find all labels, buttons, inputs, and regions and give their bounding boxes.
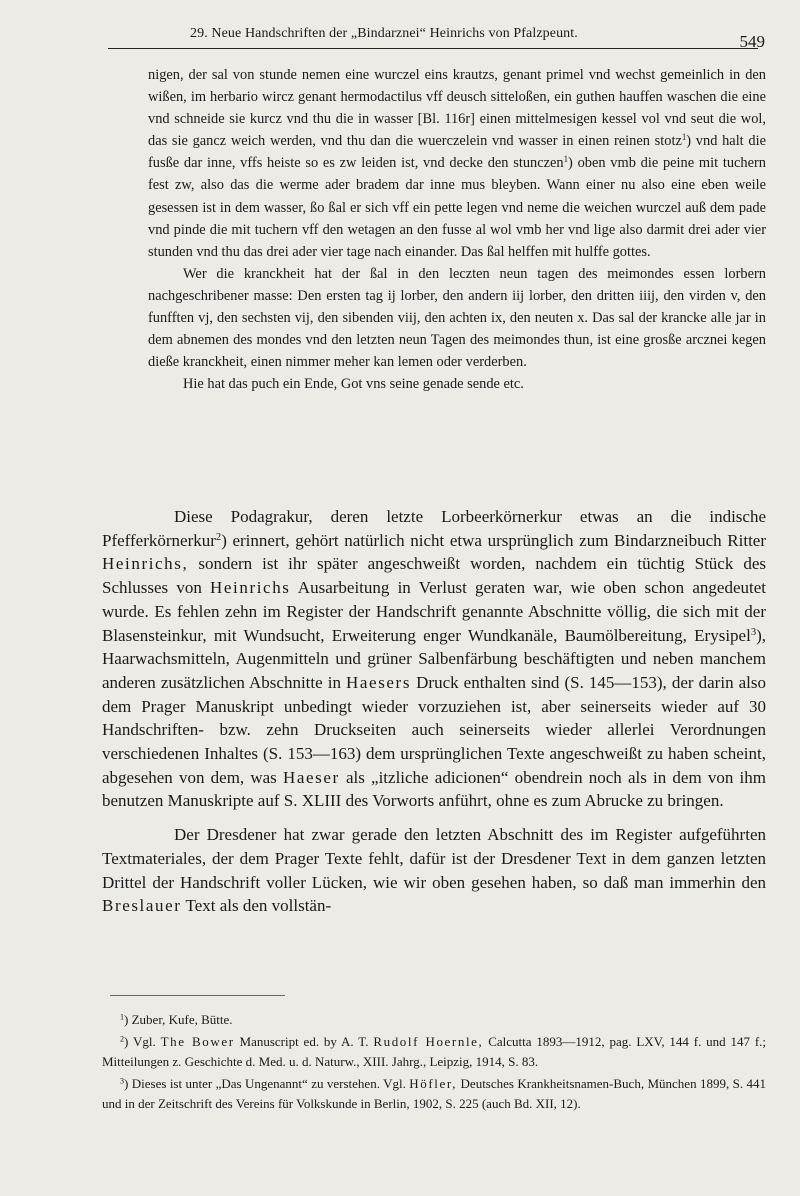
quote-paragraph <box>148 64 766 263</box>
footnote-number: 2 <box>120 1034 125 1044</box>
footnote-ref: 1 <box>563 154 569 165</box>
body-paragraph <box>102 823 766 918</box>
running-title: 29. Neue Handschriften der „Bindarznei“ Heinrichs von Pfalzpeunt. <box>190 26 578 41</box>
footnote-2 <box>102 1032 766 1073</box>
body-text-run: sondern ist ihr später angeschweißt worden, nachdem ein tüchtig Stück des Schlusses von <box>102 554 766 598</box>
quote-paragraph: Wer die kranckheit hat der ßal in den leczten neun tagen des meimondes essen lorbern nachgeschribener masse: Den ersten tag ij lorber, den andern iij lorber, den dritten iiij, den virden v, den funfften vj, den sechsten vij, den sibenden viij, den achten ix, den neuten x. Das sal der krancke alle jar in dem abnemen des mondes vnd den letzten neun Tagen des meimondes thun, ist eine grosße arcznei kegen dieße kranckheit, einen nimmer meher kan lemen oder verderben. <box>148 265 766 371</box>
footnote-3 <box>102 1074 766 1115</box>
footnote-ref: 1 <box>681 132 687 143</box>
footnote-text: Deutsches Krankheitsnamen-Buch, München 1899, S. 441 und in der Zeitschrift des Vereins für Volkskunde in Berlin, 1902, S. 225 (auch Bd. XII, 12). <box>102 1075 767 1111</box>
header-rule <box>108 48 758 49</box>
running-head <box>110 22 765 51</box>
person-name: Heinrichs, <box>102 554 189 574</box>
body-text-run: Der Dresdener hat zwar gerade den letzten Abschnitt des im Register aufgeführten Textmateriales, der dem Prager Texte fehlt, dafür ist der Dresdener Text in dem ganzen letzten Drittel der Handschrift voller Lücken, wie wir oben gesehen haben, so daß man immerhin den <box>102 825 766 892</box>
footnote-ref: 3 <box>750 626 757 638</box>
footnote-rule <box>110 995 285 996</box>
quote-paragraph: Hie hat das puch ein Ende, Got vns seine genade sende etc. <box>183 376 524 393</box>
person-name: Haeser <box>282 767 340 787</box>
cited-title: The Bower <box>160 1033 235 1049</box>
footnote-ref: 2 <box>215 531 222 543</box>
footnote-text: ) Dieses ist unter „Das Ungenannt“ zu verstehen. Vgl. <box>124 1075 406 1091</box>
body-paragraph <box>102 505 766 813</box>
body-text-run: ), Haarwachsmitteln, Augenmitteln und grüner Salbenfärbung beschäftigten und neben manchem anderen zusätzlichen Abschnitte in <box>102 625 766 692</box>
place-name: Breslauer <box>102 896 182 916</box>
footnote-number: 1 <box>120 1012 125 1022</box>
person-name: Heinrichs <box>210 578 291 598</box>
body-text-run: Druck enthalten sind (S. 145—153), der darin also dem Prager Manuskript unbedingt wieder vorzuziehen ist, aber seinerseits wieder auf 30 Handschriften- bzw. zehn Druckseiten auch seinerseits wieder allerlei Verordnungen verschiedenen Inhaltes (S. 153—163) dem ursprünglichen Texte angeschweißt zu haben scheint, abgesehen von dem, was <box>102 672 767 787</box>
cited-author: Rudolf Hoernle, <box>373 1033 484 1049</box>
quote-text: ) oben vmb die peine mit tuchern fest zw, also das die werme ader bradem dar inne mus bleyben. Wann einer nu also eine eben weile gesessen ist in dem wasser, ßo ßal er sich vff ein pette legen vnd neme die weichen wurczel auß dem pade vnd pinde die mit tuchern vff den wetagen an den fusse al wol vmb her vnd lige also darmit drei ader vier stunden vnd thu das drei ader vier tage nach einander. Das ßal helffen mit hulffe gottes. <box>148 155 766 260</box>
body-text-run: ) erinnert, gehört natürlich nicht etwa ursprünglich zum Bindarzneibuch Ritter <box>221 530 766 550</box>
body-text-run: Ausarbeitung in Verlust geraten war, wie oben schon angedeutet wurde. Es fehlen zehn im Register der Handschrift genannte Abschnitte völlig, die sich mit der Blasensteinkur, mit Wundsucht, Erweiterung enger Wundkanäle, Baumölbereitung, Erysipel <box>102 578 767 645</box>
cited-author: Höfler, <box>409 1075 458 1091</box>
quote-text: ) vnd halt die fusße dar inne, vffs heiste so es zw leiden ist, vnd decke den stunczen <box>148 133 766 172</box>
page-number: 549 <box>739 32 765 51</box>
body-text-run: als „itzliche adicionen“ obendrein noch als in dem von ihm benutzen Manuskripte auf S. XLIII des Vorworts anführt, ohne es zum Abrucke zu bringen. <box>102 767 767 811</box>
footnote-number: 3 <box>120 1076 125 1086</box>
footnote-text: Manuscript ed. by A. T. <box>239 1033 369 1049</box>
body-text-run: Diese Podagrakur, deren letzte Lorbeerkörnerkur etwas an die indische Pfefferkörnerkur <box>102 507 766 550</box>
footnote-text: ) Vgl. <box>124 1033 156 1049</box>
footnotes <box>102 1010 766 1115</box>
quote-text: nigen, der sal von stunde nemen eine wurczel eins krautzs, genant primel vnd wechst gemeinlich in den wißen, im herbario wircz genant hermodactilus vff deusch sitteloßen, ein guthen hauffen waschen die eine vnd schneide sie kurcz vnd thu die in wasser [Bl. 116r] einen mittelmesigen kessel vol vnd seut die wol, das sie gancz weich werden, vnd thu dan die wuerczelein vnd wasser in einen reinen stotz <box>148 67 766 150</box>
person-name: Haesers <box>346 672 412 692</box>
footnote-1 <box>102 1010 766 1031</box>
footnote-text: ) Zuber, Kufe, Bütte. <box>124 1012 233 1027</box>
body-text-run: Text als den vollstän- <box>185 896 332 916</box>
footnote-text: Calcutta 1893—1912, pag. LXV, 144 f. und 147 f.; Mitteilungen z. Geschichte d. Med. u. d. Naturw., XIII. Jahrg., Leipzig, 1914, S. 83. <box>102 1033 767 1069</box>
body-text <box>102 505 766 918</box>
quoted-source-text <box>148 64 766 395</box>
